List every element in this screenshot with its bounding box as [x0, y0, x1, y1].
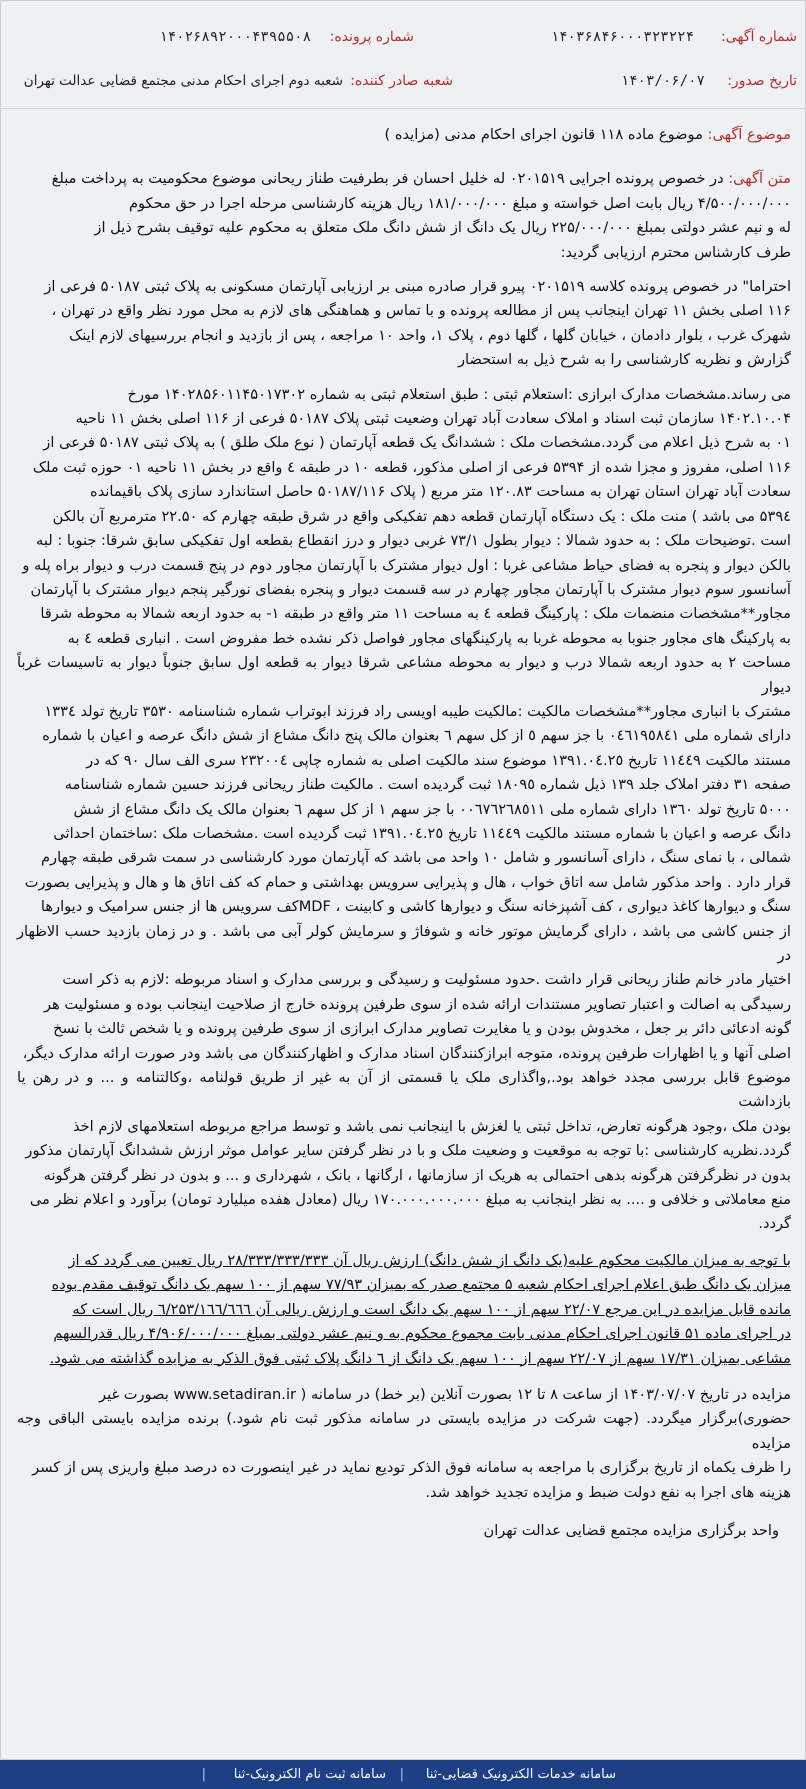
text-line: منع معاملاتی و خلافی و .... به نظر اینجانب به مبلغ ۱۷۰.۰۰۰.۰۰۰.۰۰۰ ریال (معادل هفده میلیارد تومان) برآورد و اعلام نظر می [29, 1191, 791, 1209]
issue-date-label: تاریخ صدور: [727, 73, 797, 89]
text-line: رسیدگی به اصالت و اعتبار تصاویر مستندات ارائه شده از سوی طرفین پرونده خارج از صلاحیت اینجانب بوده و مسئولیت هر [43, 995, 791, 1013]
text-line: را ظرف یکماه از تاریخ برگزاری با مراجعه به سامانه فوق الذکر تودیع نماید در غیر اینصورت ده درصد مبلغ واریزی پس از کسر [32, 1459, 791, 1477]
text-line: با توجه به میزان مالکیت محکوم علیه(یک دانگ از شش دانگ) ارزش ریال آن ۲۸/۳۳۳/۳۳۳/۳۳۳ ریال تعیین می گردد که از [68, 1251, 791, 1269]
text-line: در اجرای ماده ۵۱ قانون اجرای احکام مدنی بابت مجموع محکوم به و نیم عشر دولتی بمبلغ ۴/۹۰۶/۰۰۰/۰۰۰ ریال قدرالسهم [53, 1325, 791, 1343]
text-line: آسانسور سوم دیوار مشترک با آپارتمان مجاور چهارم در سه قسمت دیوار و پنجره بفضای نورگیر پنجم دیوار مشترک با آپارتمان [30, 580, 791, 598]
signature: واحد برگزاری مزایده مجتمع قضایی عدالت تهران [483, 1521, 779, 1539]
text-line: مجاور**مشخصات منضمات ملک : پارکینگ قطعه ٤ به مساحت ۱۱ متر واقع در طبقه ۱- به حدود اربعه شمالا به محوطه شرقا [40, 605, 791, 623]
footer-link-sana-services[interactable]: سامانه خدمات الکترونیک قضایی-ثنا [425, 1767, 616, 1782]
subject-text: موضوع ماده ۱۱۸ قانون اجرای احکام مدنی (مزایده ) [384, 126, 703, 143]
intro-first: در خصوص پرونده اجرایی ۰۲۰۱۵۱۹ له خلیل احسان فر بطرفیت طناز ریحانی موضوع محکومیت به پرداخت مبلغ [51, 170, 724, 188]
text-line: گونه ادعائی دائر بر جعل ، مخدوش بودن و یا مغایرت تصاویر مدارک ابرازی از سوی طرفین پرونده و یا شخص ثالث با نسخ [53, 1020, 791, 1038]
subject-row [17, 123, 791, 147]
text-line: ۵۳۹٤ می باشد ) منت ملک : یک دستگاه آپارتمان قطعه دهم تفکیکی واقع در شرق طبقه چهارم که ۲۲.۵۰ مترمربع آن بالکن [52, 507, 791, 525]
property-details [17, 383, 791, 1237]
text-line: مستند مالکیت ۱۱٤٤٩ تاریخ ۱۳۹۱.۰٤.۲٥ موضوع سند مالکیت اصلی به شماره چاپی ۲۳۲۰۰٤ سری الف سال ۹۰ که در [86, 751, 791, 769]
text-line: گزارش و نظریه کارشناسی را به شرح ذیل به استحضار [457, 351, 791, 369]
text-line: مانده قابل مزایده در این مرجع ۲۲/۰۷ سهم از ۱۰۰ سهم یک دانگ است و ارزش ریالی آن ٦/۲۵۳/۱٦٦/٦٦٦ ریال است که [72, 1300, 791, 1318]
footer-separator-end: | [201, 1767, 206, 1782]
text-line: گردد.نظریه کارشناسی :با توجه به موقعیت و وضعیت ملک و با در نظر گرفتن سایر عوامل موثر ارزش ششدانگ آپارتمان مذکور [25, 1142, 791, 1160]
text-line: ۱۴۰۲.۱۰.۰۴ سازمان ثبت اسناد و املاک سعادت آباد تهران وضعیت ثبتی پلاک ۵۰۱۸۷ فرعی از ۱۱۶ اصلی بخش ۱۱ ناحیه [75, 410, 791, 428]
text-line: بالکن دیوار و پنجره به فضای حیاط مشاعی غربا : اول دیوار مشترک با آپارتمان مجاور دوم در پنج قسمت درب و دیوار براه پله و [22, 556, 791, 574]
text-line: است .توضیحات ملک : به حدود شمالا : دیوار بطول ۷۳/۱ غربی دیوار و درز انقطاع بقطعه اول تفکیکی سابق شرقا: جنوبا : لبه [36, 532, 791, 550]
text-label: متن آگهی: [728, 170, 791, 188]
text-line: شهرک غرب ، بلوار دادمان ، خیابان گلها ، گلها دوم ، پلاک ۱، واحد ۱۰ مراجعه ، پس از بازدید و انجام بررسیهای لازم اینک [69, 326, 791, 344]
auction-terms [17, 1383, 791, 1505]
text-line: می رساند.مشخصات مدارک ابرازی :استعلام ثبتی : طبق استعلام ثبتی به شماره ۱۴۰۲۸۵۶۰۱۱۴۵۰۱۷۳۰۲ مورخ [127, 385, 791, 403]
text-line: سعادت آباد تهران استان تهران به مساحت ۱۲۰.۸۳ متر مربع ( پلاک ۵۰۱۸۷/۱۱۶ حاصل استاندارد سازی پلاک باقیمانده [90, 483, 791, 501]
issue-date: ۱۴۰۳/۰۶/۰۷ [620, 73, 705, 89]
text-line: ۴/۵۰۰/۰۰۰/۰۰۰ ریال بابت اصل خواسته و مبلغ ۱۸۱/۰۰۰/۰۰۰ ریال هزینه کارشناسی مرحله اجرا در حق محکوم [128, 194, 791, 212]
text-line: مساحت ۲ به حدود اربعه شمالا درب و دیوار به محوطه مشاعی شرقا دیوار به قطعه اول سابق جنوباً دیوار به تاسیسات غرباً دیوار [17, 654, 791, 696]
text-line: ۱۱۶ اصلی، مفروز و مجزا شده از ۵۳۹۴ فرعی از اصلی مذکور، قطعه ۱۰ در طبقه ٤ واقع در بخش ۱۱ ناحیه ۰۱ حوزه ثبت ملک [32, 458, 791, 476]
notice-header [1, 1, 806, 109]
text-line: ۰۱ به شرح ذیل اعلام می گردد.مشخصات ملک : ششدانگ یک قطعه آپارتمان ( نوع ملک طلق ) به پلاک ثبتی ۵۰۱۸۷ فرعی از [43, 434, 791, 452]
text-line: به پارکینگ های مجاور جنوبا به محوطه غربا به پارکینگهای مجاور فواصل ذکر نشده خط مفروض است . انباری قطعه ٤ به [67, 629, 791, 647]
text-line: بودن ملک ،وجود هرگونه تعارض، تداخل ثبتی یا لغزش با اینجانب نمی باشد و توسط مراجع مربوطه استعلامهای لازم اخذ [73, 1117, 791, 1135]
text-line: هزینه های اجرا به نفع دولت ضبط و مزایده تجدید خواهد شد. [425, 1483, 791, 1501]
text-line: موضوع قابل بررسی مجدد خواهد بود.,واگذاری ملک یا قسمتی از آن به غیر از طریق قولنامه ،وکالتنامه و ... و در رهن یا بازداشت [17, 1069, 791, 1111]
text-line: سنگ و دیوارها کاغذ دیواری ، کف آشپزخانه سنگ و دیوارها کاشی و کابینت ، MDFکف سرویس ها از جنس سرامیک و دیوارها [40, 898, 791, 916]
intro-first-line [17, 167, 791, 191]
text-line: اختیار مادر خانم طناز ریحانی قرار داشت .حدود مسئولیت و رسیدگی و بررسی مدارک و اسناد مربوطه :لازم به ذکر است [62, 971, 791, 989]
ad-number: ۱۴۰۳۶۸۴۶۰۰۰۳۲۳۲۲۴ [550, 29, 694, 45]
text-line: ۵۰۰۰ تاریخ تولد ۱۳٦۰ دارای شماره ملی ۰۰٦٧٦٢٦٨٥۱۱ با جز سهم ۱ از کل سهم ٦ بعنوان مالک یک دانگ مشاع از شش [73, 800, 791, 818]
subject-label: موضوع آگهی: [707, 126, 791, 143]
text-line: حضوری)برگزار میگردد. (جهت شرکت در مزایده بایستی در سامانه مذکور ثبت نام شود.) برنده مزایده بایستی الباقی وجه مزایده [17, 1410, 791, 1452]
text-line: مشترک با انباری مجاور**مشخصات مالکیت :مالکیت طیبه اویسی راد فرزند ابوتراب شماره شناسنامه ۳۵۳۰ تاریخ تولد ۱۳۳٤ [44, 702, 791, 720]
issuer-label: شعبه صادر کننده: [350, 73, 453, 89]
footer-bar [0, 1760, 806, 1789]
issuer: شعبه دوم اجرای احکام مدنی مجتمع قضایی عدالت تهران [23, 73, 343, 89]
text-line: ۱۱۶ اصلی بخش ۱۱ تهران اینجانب پس از مطالعه پرونده و با تماس و هماهنگی های لازم به محل مورد نظر واقع در تهران ، [51, 302, 791, 320]
footer-link-sana-registration[interactable]: سامانه ثبت نام الکترونیک-ثنا [233, 1767, 386, 1782]
text-line: مشاعی بمیزان ۱۷/۳۱ سهم از ۲۲/۰۷ سهم از ۱۰۰ سهم یک دانگ از ٦ دانگ پلاک ثبتی فوق الذکر به مزایده گذاشته می شود. [49, 1349, 791, 1367]
case-number-label: شماره پرونده: [329, 29, 414, 45]
footer-separator: | [399, 1767, 404, 1782]
text-line: صفحه ۳۱ دفتر املاک جلد ۱۳۹ ذیل شماره ۱۸۰۹٥ ثبت گردیده است . مالکیت طناز ریحانی فرزند حسین شماره شناسنامه [64, 776, 791, 794]
text-line: له و نیم عشر دولتی بمبلغ ۲۲۵/۰۰۰/۰۰۰ ریال یک دانگ از شش دانگ ملک متعلق به محکوم علیه توقیف بشرح ذیل از [94, 219, 791, 237]
text-line: دارای شماره ملی ۰٤٦١٩٥٨٤١ با جز سهم ٥ از کل سهم ٦ بعنوان مالک پنج دانگ مشاع از شش دانگ عرصه و اعیان با شماره [42, 727, 791, 745]
text-line: از جنس کاشی می باشد ، دارای گرمایش موتور خانه و شوفاژ و سرمایش کولر آبی می باشد . و در زمان بازدید حسب الاظهار در [17, 922, 791, 964]
text-line: مزایده در تاریخ ۱۴۰۳/۰۷/۰۷ از ساعت ۸ تا ۱۲ بصورت آنلاین (بر خط) در سامانه ( www.setadiran.ir بصورت غیر [99, 1385, 791, 1403]
valuation-summary [17, 1249, 791, 1371]
text-line: شمالی ، با نمای سنگ ، دارای آسانسور و شامل ۱۰ واحد می باشد که آپارتمان مورد کارشناسی در سمت شرقی طبقه چهارم [40, 849, 791, 867]
text-line: میزان یک دانگ طبق اعلام اجرای احکام شعبه ۵ مجتمع صدر که بمیزان ۷۷/۹۳ سهم از ۱۰۰ سهم یک دانگ توقیف مقدم بوده [51, 1276, 791, 1294]
case-number: ۱۴۰۲۶۸۹۲۰۰۰۴۳۹۵۵۰۸ [159, 29, 311, 45]
expert-report [17, 275, 791, 373]
text-line: احتراما" در خصوص پرونده کلاسه ۰۲۰۱۵۱۹ پیرو قرار صادره مبنی بر ارزیابی آپارتمان مسکونی به پلاک ثبتی ۵۰۱۸۷ فرعی از [44, 278, 791, 296]
intro-rest [17, 192, 791, 265]
text-line: اصلی آنها و یا اظهارات طرفین پرونده، متوجه ابرازکنندگان اسناد مدارک و اظهارکنندگان می باشد ودر صورت ارائه مدارک دیگر، [22, 1044, 791, 1062]
ad-number-label: شماره آگهی: [720, 29, 797, 45]
text-line: بدون در نظرگرفتن هرگونه بدهی احتمالی به هریک از سازمانها ، ارگانها ، بانک ، شهرداری و ... و بدون در نظر گرفتن هرگونه [43, 1166, 791, 1184]
text-line: گردد. [758, 1215, 791, 1233]
text-line: قرار دارد . واحد مذکور شامل سه اتاق خواب ، هال و پذیرایی سرویس بهداشتی و حمام که کف اتاق ها و هال و پذیرایی بصورت [24, 873, 791, 891]
text-line: طرف کارشناس محترم ارزیابی گردید: [560, 243, 791, 261]
notice-body [17, 117, 791, 1543]
text-line: دانگ عرصه و اعیان با شماره مستند مالکیت ۱۱٤٤٩ تاریخ ۱۳۹۱.۰٤.۲٥ ثبت گردیده است .مشخصات ملک :ساختمان احداثی [53, 824, 791, 842]
